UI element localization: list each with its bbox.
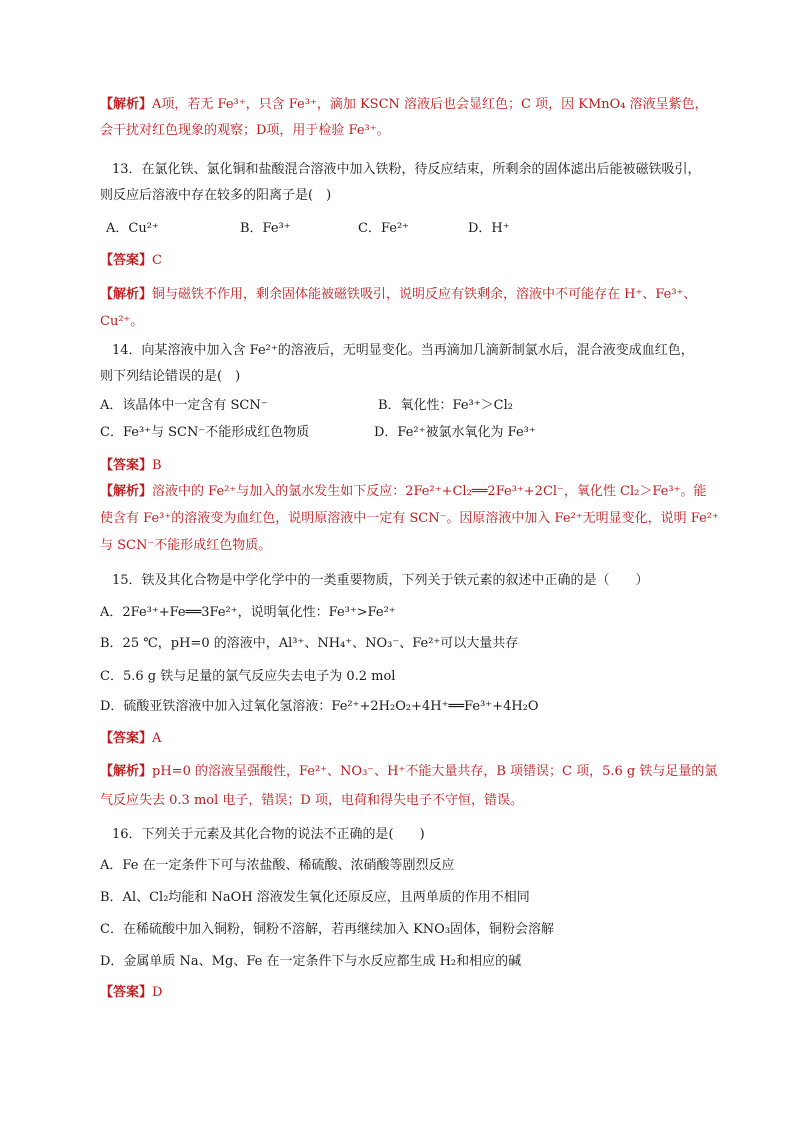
q15-option-c: C．5.6 g 铁与足量的氯气反应失去电子为 0.2 mol <box>100 669 396 684</box>
q14-analysis-line-2: 使含有 Fe³⁺的溶液变为血红色，说明原溶液中一定有 SCN⁻。因原溶液中加入 Fe²⁺无明显变化，说明 Fe²⁺ <box>100 511 719 526</box>
q16-answer: 【答案】D <box>100 985 163 1000</box>
q12-analysis-line-2: 会干扰对红色现象的观察；D项，用于检验 Fe³⁺。 <box>100 123 390 138</box>
q16-option-b: B．Al、Cl₂均能和 NaOH 溶液发生氧化还原反应，且两单质的作用不相同 <box>100 890 530 905</box>
q13-option-d: D．H⁺ <box>468 221 510 236</box>
q16-option-c: C．在稀硫酸中加入铜粉，铜粉不溶解，若再继续加入 KNO₃固体，铜粉会溶解 <box>100 922 555 937</box>
q16-option-d: D．金属单质 Na、Mg、Fe 在一定条件下与水反应都生成 H₂和相应的碱 <box>100 954 522 969</box>
q15-analysis-line-2: 气反应失去 0.3 mol 电子，错误；D 项，电荷和得失电子不守恒，错误。 <box>100 793 523 808</box>
q14-option-c: C．Fe³⁺与 SCN⁻不能形成红色物质 <box>100 425 310 440</box>
q13-answer: 【答案】C <box>100 253 162 268</box>
q14-analysis-line-1: 【解析】溶液中的 Fe²⁺与加入的氯水发生如下反应：2Fe²⁺+Cl₂══2Fe³⁺+2Cl⁻，氧化性 Cl₂＞Fe³⁺。能 <box>100 484 707 499</box>
q15-option-b: B．25 ℃，pH=0 的溶液中，Al³⁺、NH₄⁺、NO₃⁻、Fe²⁺可以大量共存 <box>100 636 519 651</box>
q14-answer: 【答案】B <box>100 458 162 473</box>
q13-option-b: B．Fe³⁺ <box>240 221 291 236</box>
q13-option-a: A．Cu²⁺ <box>106 221 159 236</box>
q13-stem-line-1: 13．在氯化铁、氯化铜和盐酸混合溶液中加入铁粉，待反应结束，所剩余的固体滤出后能被磁铁吸引， <box>112 162 701 177</box>
q14-option-a: A．该晶体中一定含有 SCN⁻ <box>100 398 268 413</box>
q14-option-b: B．氧化性：Fe³⁺＞Cl₂ <box>378 398 513 413</box>
q16-option-a: A．Fe 在一定条件下可与浓盐酸、稀硫酸、浓硝酸等剧烈反应 <box>100 858 455 873</box>
q13-option-c: C．Fe²⁺ <box>358 221 410 236</box>
q14-stem-line-2: 则下列结论错误的是( ) <box>100 369 241 384</box>
q14-analysis-line-3: 与 SCN⁻不能形成红色物质。 <box>100 538 272 553</box>
q13-analysis-line-1: 【解析】铜与磁铁不作用，剩余固体能被磁铁吸引，说明反应有铁剩余，溶液中不可能存在 H⁺、Fe³⁺、 <box>100 287 697 302</box>
q14-stem-line-1: 14．向某溶液中加入含 Fe²⁺的溶液后，无明显变化。当再滴加几滴新制氯水后，混合液变成血红色， <box>112 343 694 358</box>
q15-analysis-line-1: 【解析】pH=0 的溶液呈强酸性，Fe²⁺、NO₃⁻、H⁺不能大量共存，B 项错误；C 项，5.6 g 铁与足量的氯 <box>100 764 718 779</box>
q16-stem: 16．下列关于元素及其化合物的说法不正确的是( ) <box>112 827 425 842</box>
q13-stem-line-2: 则反应后溶液中存在较多的阳离子是( ) <box>100 188 332 203</box>
analysis-label: 【解析】 <box>100 97 153 112</box>
q15-answer: 【答案】A <box>100 731 162 746</box>
q12-analysis-line-1: 【解析】A项，若无 Fe³⁺，只含 Fe³⁺，滴加 KSCN 溶液后也会显红色；C 项，因 KMnO₄ 溶液呈紫色， <box>100 97 708 112</box>
q13-analysis-line-2: Cu²⁺。 <box>100 314 144 329</box>
q15-stem: 15．铁及其化合物是中学化学中的一类重要物质，下列关于铁元素的叙述中正确的是（ ） <box>112 573 649 588</box>
q15-option-d: D．硫酸亚铁溶液中加入过氧化氢溶液：Fe²⁺+2H₂O₂+4H⁺══Fe³⁺+4H₂O <box>100 699 539 714</box>
q14-option-d: D．Fe²⁺被氯水氧化为 Fe³⁺ <box>374 425 536 440</box>
q15-option-a: A．2Fe³⁺+Fe══3Fe²⁺，说明氧化性：Fe³⁺>Fe²⁺ <box>100 605 396 620</box>
